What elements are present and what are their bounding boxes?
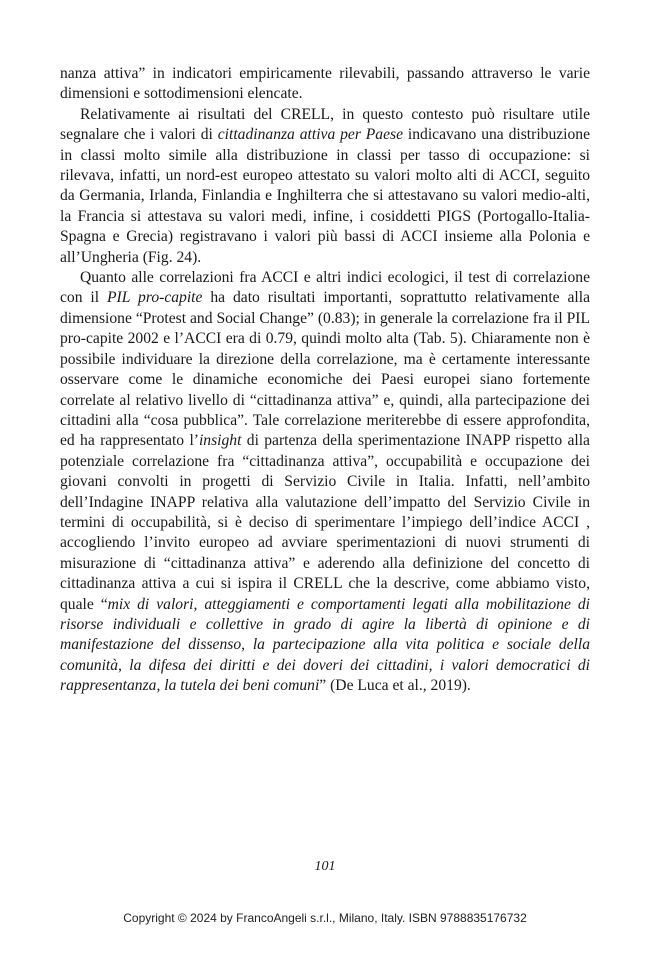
copyright-notice: Copyright © 2024 by FrancoAngeli s.r.l., Milano, Italy. ISBN 9788835176732	[123, 911, 527, 925]
paragraph-crell-results	[60, 105, 590, 268]
text-run: Quanto alle correlazioni fra ACCI e altri indici ecologici, il test di correlazione con il	[60, 269, 590, 307]
text-run: ha dato risultati importanti, soprattutto relativamente alla dimensione “Protest and Social Change” (0.83); in generale la correlazione fra il PIL pro-capite 2002 e l’ACCI era di 0.79, quindi molto alta (Tab. 5). Chiaramente non è possibile individuare la direzione della correlazione, ma è certamente interessante osservare come le dinamiche economiche dei Paesi europei siano fortemente correlate al relativo livello di “cittadinanza attiva” e, quindi, alla partecipazione dei cittadini alla “cosa pubblica”. Tale correlazione meriterebbe di essere approfondita, ed ha rappresentato l’	[60, 289, 590, 450]
text-run: ” (De Luca et al., 2019).	[319, 677, 471, 695]
text-run: di partenza della sperimentazione INAPP rispetto alla potenziale correlazione fra “cittadinanza attiva”, occupabilità e occupazione dei giovani convolti in progetti di Servizio Civile in Italia. Infatti, nell’ambito dell’Indagine INAPP relativa alla valutazione dell’impatto del Servizio Civile in termini di occupabilità, si è deciso di sperimentare l’impiego dell’indice ACCI , accogliendo l’invito europeo ad avviare sperimentazioni di nuovi strumenti di misurazione di “cittadinanza attiva” e aderendo alla definizione del concetto di cittadinanza attiva a cui si ispira il CRELL che la descrive, come abbiamo visto, quale “	[60, 432, 590, 613]
paragraph-continuation: nanza attiva” in indicatori empiricamente rilevabili, passando attraverso le varie dimensioni e sottodimensioni elencate.	[60, 65, 590, 103]
italic-run: cittadinanza attiva per Paese	[217, 126, 404, 144]
page-number: 101	[314, 859, 336, 874]
body-text	[60, 64, 590, 697]
italic-run: PIL pro-capite	[107, 289, 203, 307]
text-run: indicavano una distribuzione in classi molto simile alla distribuzione in classi per tasso di occupazione: si rilevava, infatti, un nord-est europeo attestato su valori molto alti di ACCI, seguito da Germania, Irlanda, Finlandia e Inghilterra che si attestavano su valori medio-alti, la Francia si attestava su valori medi, infine, i cosiddetti PIGS (Portogallo-Italia-Spagna e Grecia) registravano i valori più bassi di ACCI insieme alla Polonia e all’Ungheria (Fig. 24).	[60, 126, 591, 266]
text-run: Relativamente ai risultati del CRELL, in questo contesto può risultare utile segnalare che i valori di	[60, 105, 590, 144]
italic-run: insight	[198, 432, 242, 450]
italic-quote: mix di valori, atteggiamenti e comportamenti legati alla mobilitazione di risorse individuali e collettive in grado di agire la libertà di opinione e di manifestazione del dissenso, la partecipazione alla vita politica e sociale della comunità, la difesa dei diritti e dei doveri dei cittadini, i valori democratici di rappresentanza, la tutela dei beni comuni	[60, 595, 590, 695]
paragraph-correlations	[60, 268, 590, 697]
